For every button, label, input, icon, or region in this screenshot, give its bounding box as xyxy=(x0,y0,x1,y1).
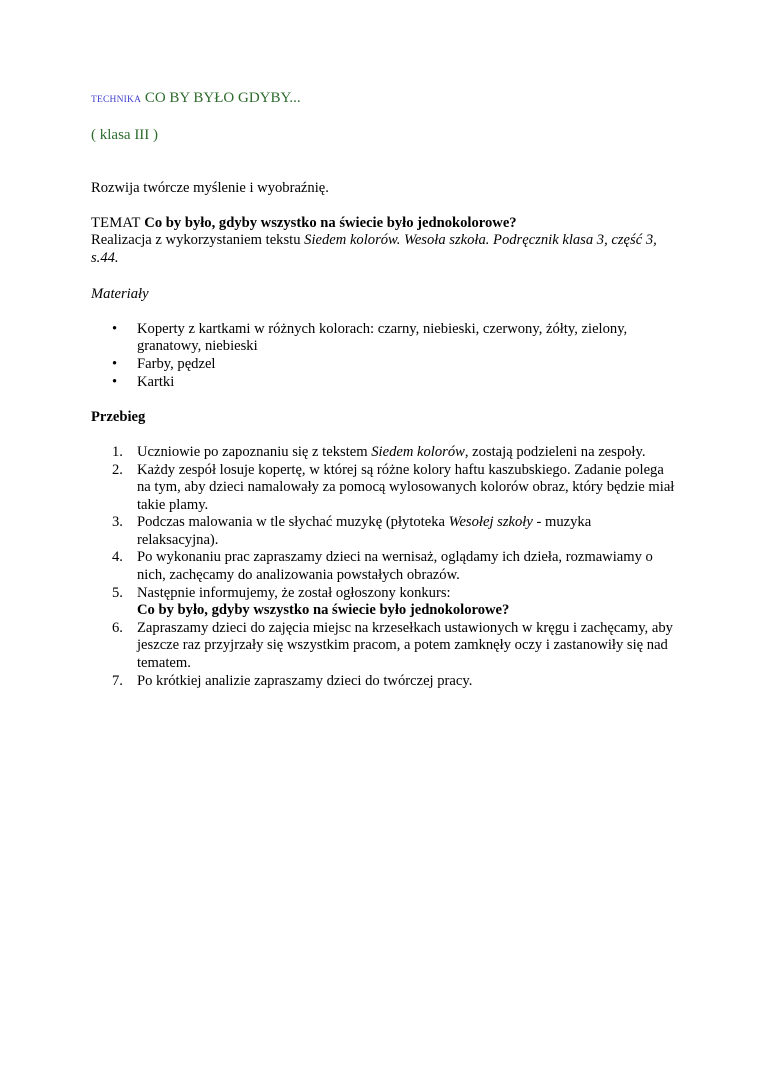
material-text: Kartki xyxy=(137,373,175,390)
step-italic: Wesołej szkoły xyxy=(448,514,533,531)
topic-realization xyxy=(91,232,676,267)
subject-tag: TECHNIKA xyxy=(91,95,142,105)
step-number: 7. xyxy=(112,672,123,689)
step-number: 3. xyxy=(112,514,123,531)
bullet-icon: • xyxy=(112,355,118,372)
list-item xyxy=(112,320,676,356)
list-item xyxy=(112,373,676,392)
list-item xyxy=(112,461,676,515)
step-number: 2. xyxy=(112,461,123,478)
step-text: Podczas malowania w tle słychać muzykę (płytoteka xyxy=(137,514,449,531)
realization-prefix: Realizacja z wykorzystaniem tekstu xyxy=(91,232,305,249)
topic-label: TEMAT xyxy=(91,214,141,231)
list-item xyxy=(112,584,676,620)
topic-title: Co by było, gdyby wszystko na świecie było jednokolorowe? xyxy=(144,214,517,231)
list-item xyxy=(112,549,676,584)
step-italic: Siedem kolorów xyxy=(371,443,465,460)
list-item xyxy=(112,514,676,549)
step-number: 1. xyxy=(112,443,123,460)
step-number: 6. xyxy=(112,619,123,636)
list-item xyxy=(112,619,676,673)
step-text: Po wykonaniu prac zapraszamy dzieci na wernisaż, oglądamy ich dzieła, rozmawiamy o nich, zachęcamy do analizowania powstałych obrazów. xyxy=(137,549,653,584)
realization-source: Siedem kolorów. Wesoła szkoła. Podręcznik klasa 3, część 3, s.44. xyxy=(91,232,657,266)
document-page xyxy=(91,88,676,690)
step-text: - muzyka relaksacyjna). xyxy=(137,514,592,548)
step-text: Po krótkiej analizie zapraszamy dzieci do twórczej pracy. xyxy=(137,672,473,689)
bullet-icon: • xyxy=(112,320,118,337)
document-title: CO BY BYŁO GDYBY... xyxy=(144,90,301,106)
step-text: Uczniowie po zapoznaniu się z tekstem xyxy=(137,443,372,460)
material-text: Koperty z kartkami w różnych kolorach: czarny, niebieski, czerwony, żółty, zielony, granatowy, niebieski xyxy=(137,320,628,355)
step-text: Zapraszamy dzieci do zajęcia miejsc na krzesełkach ustawionych w kręgu i zachęcamy, aby jeszcze raz przyjrzały się wszystkim pracom, a potem zamknęły oczy i zastanowiły się nad tematem. xyxy=(137,619,673,672)
contest-title: Co by było, gdyby wszystko na świecie było jednokolorowe? xyxy=(137,602,510,619)
list-item xyxy=(112,355,676,374)
list-item xyxy=(112,672,676,691)
procedure-steps xyxy=(91,444,676,690)
intro-text: Rozwija twórcze myślenie i wyobraźnię. xyxy=(91,179,329,196)
bullet-icon: • xyxy=(112,373,118,390)
topic-section xyxy=(91,215,676,268)
class-level: ( klasa III ) xyxy=(91,127,159,143)
step-number: 4. xyxy=(112,549,123,566)
step-text: Każdy zespół losuje kopertę, w której są różne kolory haftu kaszubskiego. Zadanie polega na tym, aby dzieci namalowały za pomocą wylosowanych kolorów obraz, który będzie miał takie plamy. xyxy=(137,461,675,513)
procedure-heading: Przebieg xyxy=(91,408,146,425)
document-header xyxy=(91,88,676,108)
material-text: Farby, pędzel xyxy=(137,355,216,372)
step-number: 5. xyxy=(112,584,123,601)
materials-heading: Materiały xyxy=(91,285,149,302)
topic-line xyxy=(91,215,676,233)
list-item xyxy=(112,443,676,462)
step-text: , zostają podzieleni na zespoły. xyxy=(464,443,646,460)
materials-list xyxy=(91,321,676,391)
step-text: Następnie informujemy, że został ogłoszony konkurs: xyxy=(137,584,451,601)
